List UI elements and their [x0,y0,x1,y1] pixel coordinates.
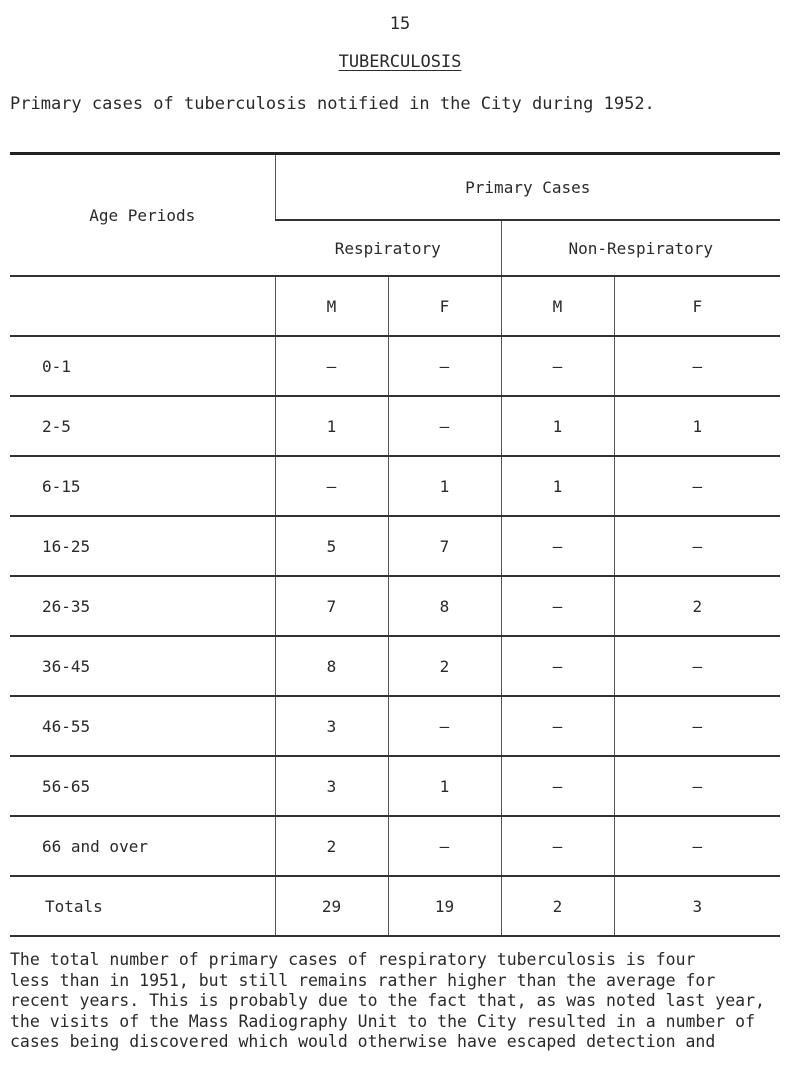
age-period-cell: 6-15 [10,456,275,516]
count-cell: – [501,696,614,756]
count-cell: – [388,696,501,756]
count-cell: – [614,696,780,756]
sex-header-f: F [614,276,780,336]
count-cell: 8 [275,636,388,696]
tuberculosis-cases-table [10,152,780,937]
count-cell: – [388,396,501,456]
count-cell: 3 [275,696,388,756]
header-row-sex [10,276,780,336]
empty-header-cell [10,276,275,336]
count-cell: 2 [275,816,388,876]
count-cell: 1 [275,396,388,456]
age-period-cell: 16-25 [10,516,275,576]
count-cell: 7 [388,516,501,576]
count-cell: 1 [501,456,614,516]
count-cell: – [501,816,614,876]
table-row [10,456,780,516]
page-title: TUBERCULOSIS [338,52,462,72]
count-cell: – [614,636,780,696]
paragraph-line: the visits of the Mass Radiography Unit to the City resulted in a number of [10,1011,756,1031]
non-respiratory-header: Non-Respiratory [501,220,780,276]
age-period-cell: 56-65 [10,756,275,816]
count-cell: 1 [388,756,501,816]
age-period-cell: 0-1 [10,336,275,396]
count-cell: 2 [501,876,614,936]
age-periods-header: Age Periods [10,154,275,277]
count-cell: 29 [275,876,388,936]
age-period-cell: 36-45 [10,636,275,696]
paragraph-line: cases being discovered which would otherwise have escaped detection and [10,1032,716,1051]
age-period-cell: 26-35 [10,576,275,636]
count-cell: 2 [388,636,501,696]
table-row [10,816,780,876]
header-row-group [10,154,780,221]
count-cell: – [501,336,614,396]
count-cell: – [614,756,780,816]
age-period-cell: 2-5 [10,396,275,456]
count-cell: – [388,816,501,876]
count-cell: 5 [275,516,388,576]
count-cell: 1 [501,396,614,456]
table-row [10,756,780,816]
count-cell: – [614,456,780,516]
table-row [10,576,780,636]
sex-header-m: M [275,276,388,336]
sex-header-m: M [501,276,614,336]
count-cell: – [614,336,780,396]
body-paragraph [10,950,790,1053]
count-cell: – [501,636,614,696]
count-cell: – [275,336,388,396]
age-period-cell: 46-55 [10,696,275,756]
count-cell: 8 [388,576,501,636]
table-row [10,636,780,696]
count-cell: – [501,516,614,576]
intro-text: Primary cases of tuberculosis notified in the City during 1952. [10,94,655,114]
age-period-cell: Totals [10,876,275,936]
count-cell: 3 [275,756,388,816]
count-cell: – [614,816,780,876]
respiratory-header: Respiratory [275,220,501,276]
paragraph-line: The total number of primary cases of respiratory tuberculosis is four [10,950,696,969]
count-cell: 2 [614,576,780,636]
table-row [10,516,780,576]
primary-cases-header: Primary Cases [275,154,780,221]
count-cell: – [388,336,501,396]
table-row [10,696,780,756]
table-row [10,336,780,396]
totals-row [10,876,780,936]
table-row [10,396,780,456]
count-cell: 1 [388,456,501,516]
count-cell: – [501,756,614,816]
paragraph-line: less than in 1951, but still remains rather higher than the average for [10,970,716,990]
count-cell: 1 [614,396,780,456]
age-period-cell: 66 and over [10,816,275,876]
page-number: 15 [389,14,411,34]
paragraph-line: recent years. This is probably due to the fact that, as was noted last year, [10,991,765,1010]
count-cell: – [501,576,614,636]
count-cell: 7 [275,576,388,636]
count-cell: 19 [388,876,501,936]
count-cell: – [614,516,780,576]
count-cell: – [275,456,388,516]
sex-header-f: F [388,276,501,336]
count-cell: 3 [614,876,780,936]
